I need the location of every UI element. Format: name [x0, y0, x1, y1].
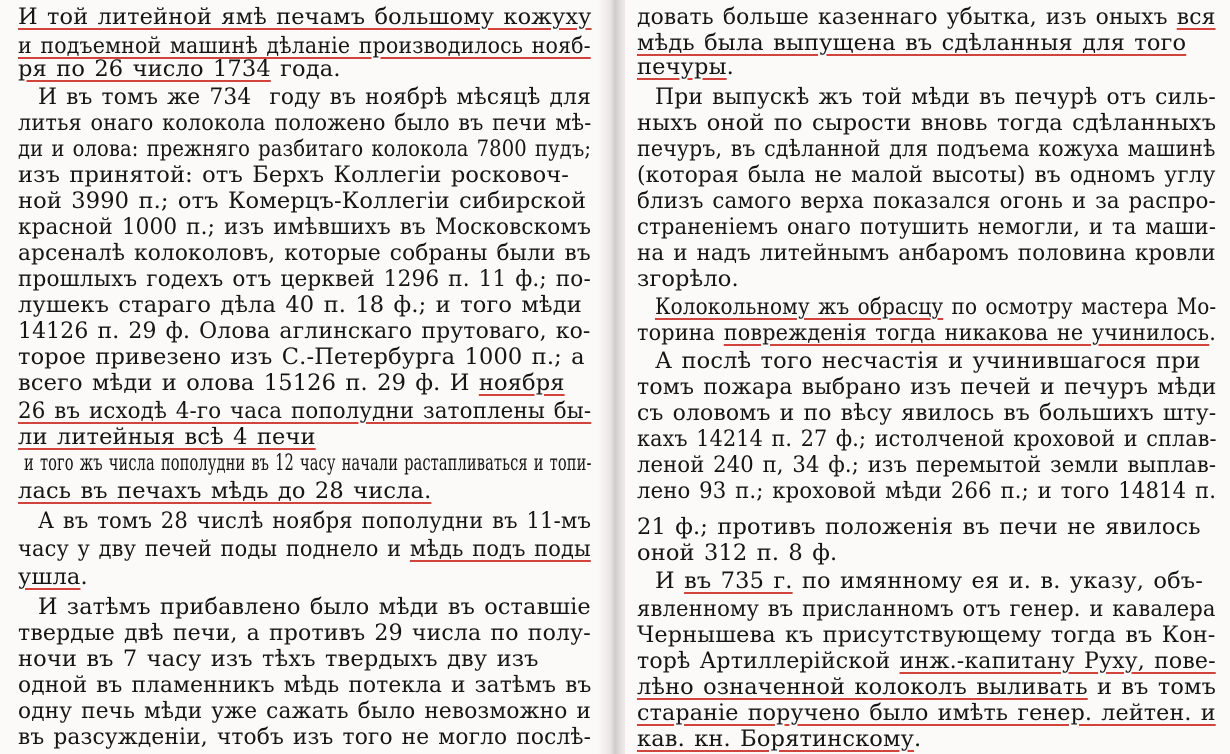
text-line: мѣдь была выпущена въ сдѣланныя для того — [637, 30, 1187, 56]
right-page — [625, 0, 1230, 754]
text-line: всего мѣди и олова 15126 п. 29 ф. И ноября — [18, 370, 565, 396]
text-line: изъ принятой: отъ Берхъ Коллегіи росковоч- — [18, 162, 570, 188]
text-line: красной 1000 п.; изъ имѣвшихъ въ Московскомъ — [18, 214, 592, 240]
text-line: И той литейной ямѣ печамъ большому кожуху — [18, 4, 592, 30]
text-line: И въ томъ же 734 году въ ноябрѣ мѣсяцѣ для — [38, 84, 591, 110]
text-line: 26 въ исходѣ 4-го часа пополудни затоплены бы- — [18, 398, 592, 424]
text-line: на и надъ литейнымъ анбаромъ половина кровли — [637, 240, 1216, 266]
text-line: ли литейныя всѣ 4 печи — [18, 424, 316, 450]
text-line: страненіемъ онаго потушить немогли, и та маши- — [637, 214, 1217, 240]
text-line: торое привезено изъ С.-Петербурга 1000 п.; а — [18, 344, 585, 370]
text-line: торина поврежденія тогда никакова не учинилось. — [637, 320, 1216, 346]
text-line: томъ пожара выбрано изъ печей и печуръ мѣди — [637, 374, 1217, 400]
text-line: печуры. — [637, 54, 734, 80]
text-line: и того жъ числа пополудни въ 12 часу начали растапливаться и топи- — [18, 450, 592, 476]
text-line: А послѣ того несчастія и учинившагося при — [655, 348, 1201, 374]
text-line: прошлыхъ годехъ отъ церквей 1296 п. 11 ф.; по- — [18, 266, 591, 292]
text-line: (которая была не малой высоты) въ одномъ углу — [637, 162, 1216, 188]
text-line: кахъ 14214 п. 27 ф.; истолченой кроховой и сплав- — [637, 426, 1217, 452]
text-line: 21 ф.; противъ положенія въ печи не явилось — [637, 514, 1201, 540]
text-line: лась въ печахъ мѣдь до 28 числа. — [18, 478, 432, 504]
text-line: лушекъ стараго дѣла 40 п. 18 ф.; и того мѣди — [18, 292, 582, 318]
text-line: лѣно означенной колоколъ выливать и въ томъ — [637, 674, 1217, 700]
text-line: лено 93 п.; кроховой мѣди 266 п.; и того 14814 п. — [637, 478, 1217, 504]
text-line: ря по 26 число 1734 года. — [18, 56, 341, 82]
text-line: кав. кн. Борятинскому. — [637, 726, 922, 752]
text-line: печуръ, въ сдѣланной для подъема кожуха машинѣ — [637, 136, 1216, 162]
text-line: ной 3990 п.; отъ Комерцъ-Коллегіи сибирской — [18, 188, 587, 214]
text-line: стараніе поручено было имѣть генер. лейтен. и — [637, 700, 1216, 726]
text-line: часу у дву печей поды поднело и мѣдь подъ поды — [18, 536, 591, 562]
text-line: А въ томъ 28 числѣ ноября пополудни въ 11-мъ — [38, 508, 592, 534]
text-line: арсеналѣ колоколовъ, которые собраны были въ — [18, 240, 591, 266]
text-line: ночи въ 7 часу изъ тѣхъ твердыхъ дву изъ — [18, 646, 539, 672]
text-line: Колокольному жъ обрасцу по осмотру мастера Мо- — [655, 294, 1217, 320]
left-page — [0, 0, 605, 754]
text-line: оной 312 п. 8 ф. — [637, 540, 838, 566]
text-line: згорѣло. — [637, 266, 739, 292]
text-line: При выпускѣ жъ той мѣди въ печурѣ отъ силь- — [655, 84, 1216, 110]
text-line: И затѣмъ прибавлено было мѣди въ оставшіе — [38, 594, 591, 620]
text-line: торѣ Артиллерійской инж.-капитану Руху, пове- — [637, 648, 1216, 674]
text-line: ныхъ оной по сырости вновь тогда сдѣланныхъ — [637, 110, 1217, 136]
text-line: 14126 п. 29 ф. Олова аглинскаго прутоваго, ко- — [18, 318, 591, 344]
text-line: ди и олова: прежняго разбитаго колокола 7800 пудъ; — [18, 136, 592, 162]
text-line: съ оловомъ и по вѣсу явилось въ большихъ шту- — [637, 400, 1217, 426]
text-line: въ разсужденіи, чтобъ изъ того не могло послѣ- — [18, 724, 592, 750]
text-line: ушла. — [18, 564, 88, 590]
text-line: литья онаго колокола положено было въ печи мѣ- — [18, 110, 592, 136]
text-line: явленному въ присланномъ отъ генер. и кавалера — [637, 596, 1216, 622]
text-line: одной въ пламенникъ мѣдь потекла и затѣмъ въ — [18, 672, 592, 698]
text-line: довать больше казеннаго убытка, изъ оныхъ вся — [637, 4, 1216, 30]
text-line: твердые двѣ печи, а противъ 29 числа по полу- — [18, 620, 591, 646]
text-line: и подъемной машинѣ дѣланіе производилось нояб- — [18, 33, 591, 59]
text-line: И въ 735 г. по имянному ея и. в. указу, объ- — [655, 568, 1204, 594]
text-line: леной 240 п, 34 ф.; изъ перемытой земли выплав- — [637, 452, 1217, 478]
text-line: близъ самого верха показался огонь и за распро- — [637, 188, 1216, 214]
text-line: одну печь мѣди уже сажать было невозможно и — [18, 698, 591, 724]
text-line: Чернышева къ присутствующему тогда въ Кон- — [637, 622, 1216, 648]
